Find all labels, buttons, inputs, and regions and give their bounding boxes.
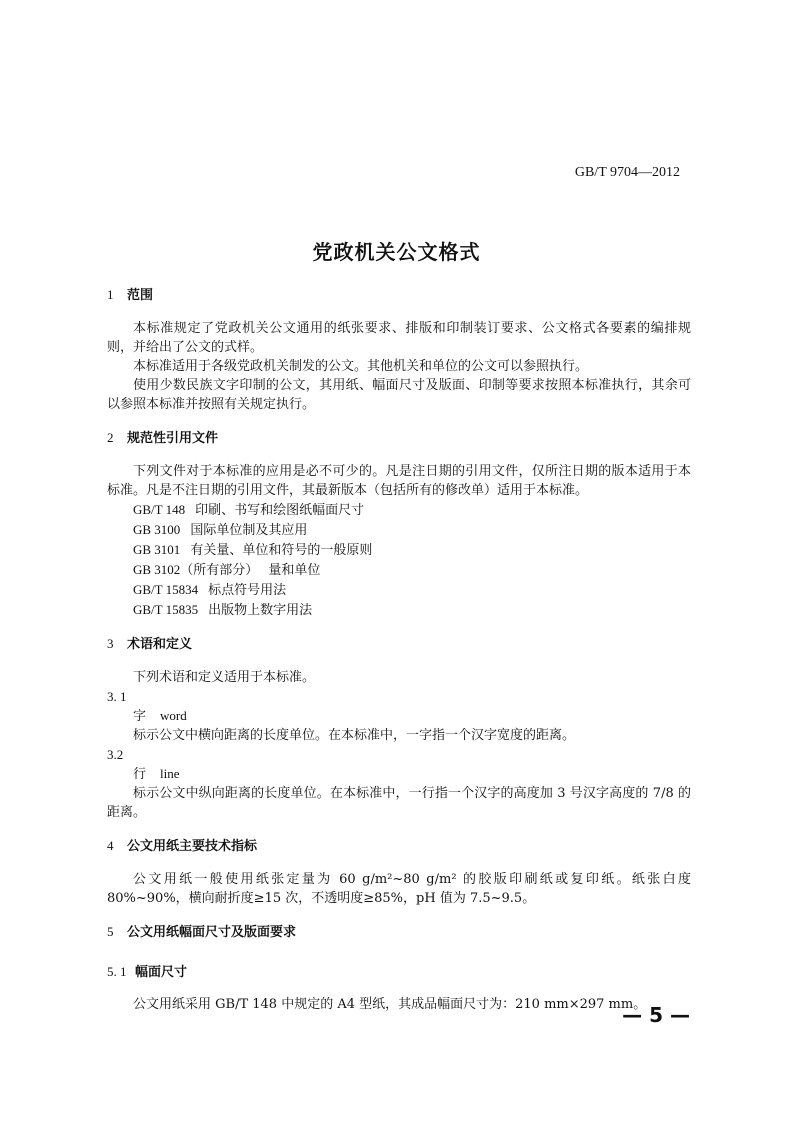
section-number: 5 bbox=[107, 924, 114, 939]
reference-code: GB 3100 bbox=[133, 522, 181, 537]
reference-code: GB 3102（所有部分） bbox=[133, 562, 259, 577]
section-heading bbox=[107, 285, 691, 305]
reference-name: 量和单位 bbox=[268, 563, 321, 578]
paragraph: 本标准适用于各级党政机关制发的公文。其他机关和单位的公文可以参照执行。 bbox=[133, 359, 589, 374]
section-heading bbox=[107, 922, 691, 942]
section-normative-references bbox=[107, 428, 691, 620]
standard-number: GB/T 9704—2012 bbox=[574, 165, 680, 180]
reference-item bbox=[107, 520, 691, 540]
reference-name: 印刷、书写和绘图纸幅面尺寸 bbox=[195, 503, 365, 518]
document-title: 党政机关公文格式 bbox=[312, 240, 481, 264]
reference-item bbox=[107, 540, 691, 560]
section-heading bbox=[107, 634, 691, 654]
reference-list bbox=[107, 500, 691, 620]
section-number: 4 bbox=[107, 838, 114, 853]
section-paper-technical-specs bbox=[107, 836, 691, 908]
term-definition: 标示公文中横向距离的长度单位。在本标准中，一字指一个汉字宽度的距离。 bbox=[133, 728, 576, 743]
paragraph: 下列术语和定义适用于本标准。 bbox=[133, 670, 316, 685]
section-terms-definitions bbox=[107, 634, 691, 822]
reference-item bbox=[107, 600, 691, 620]
term-title bbox=[107, 764, 691, 784]
section-title: 公文用纸主要技术指标 bbox=[127, 839, 258, 854]
section-title: 规范性引用文件 bbox=[127, 431, 219, 446]
reference-item bbox=[107, 560, 691, 580]
reference-code: GB 3101 bbox=[133, 542, 181, 557]
term-zh: 行 bbox=[133, 767, 147, 782]
reference-name: 有关量、单位和符号的一般原则 bbox=[190, 543, 373, 558]
reference-item bbox=[107, 580, 691, 600]
subsection-heading bbox=[107, 962, 691, 982]
paragraph: 公文用纸一般使用纸张定量为 60 g/m²~80 g/m² 的胶版印刷纸或复印纸。纸张白度 80%~90%，横向耐折度≥15 次，不透明度≥85%，pH 值为 7.5~9.5。 bbox=[107, 872, 691, 906]
reference-name: 国际单位制及其应用 bbox=[190, 523, 308, 538]
paragraph: 公文用纸采用 GB/T 148 中规定的 A4 型纸，其成品幅面尺寸为：210 mm×297 mm。 bbox=[133, 997, 647, 1012]
subsection-title: 幅面尺寸 bbox=[135, 965, 188, 980]
reference-code: GB/T 148 bbox=[133, 502, 186, 517]
term-zh: 字 bbox=[133, 709, 147, 724]
paragraph: 本标准规定了党政机关公文通用的纸张要求、排版和印制装订要求、公文格式各要素的编排规则，并给出了公文的式样。 bbox=[107, 321, 691, 355]
section-title: 范围 bbox=[127, 288, 154, 303]
term-definition: 标示公文中纵向距离的长度单位。在本标准中，一行指一个汉字的高度加 3 号汉字高度的 7/8 的距离。 bbox=[107, 786, 691, 820]
section-title: 公文用纸幅面尺寸及版面要求 bbox=[127, 925, 297, 940]
section-paper-size-layout bbox=[107, 922, 691, 1014]
term-number: 3.2 bbox=[107, 747, 124, 762]
section-heading bbox=[107, 428, 691, 448]
reference-code: GB/T 15835 bbox=[133, 602, 199, 617]
document-body bbox=[107, 285, 691, 1028]
reference-item bbox=[107, 500, 691, 520]
reference-name: 标点符号用法 bbox=[208, 583, 287, 598]
section-number: 1 bbox=[107, 287, 114, 302]
term-number: 3. 1 bbox=[107, 689, 127, 704]
paragraph: 使用少数民族文字印制的公文，其用纸、幅面尺寸及版面、印制等要求按照本标准执行，其余可以参照本标准并按照有关规定执行。 bbox=[107, 378, 691, 412]
section-number: 3 bbox=[107, 636, 114, 651]
reference-code: GB/T 15834 bbox=[133, 582, 199, 597]
paragraph: 下列文件对于本标准的应用是必不可少的。凡是注日期的引用文件，仅所注日期的版本适用于本标准。凡是不注日期的引用文件，其最新版本（包括所有的修改单）适用于本标准。 bbox=[107, 464, 691, 498]
reference-name: 出版物上数字用法 bbox=[208, 603, 313, 618]
term-en: line bbox=[160, 766, 180, 781]
term-title bbox=[107, 706, 691, 726]
subsection-number: 5. 1 bbox=[107, 964, 127, 979]
section-number: 2 bbox=[107, 430, 114, 445]
page-number: — 5 — bbox=[622, 1003, 690, 1027]
term-en: word bbox=[160, 708, 187, 723]
section-heading bbox=[107, 836, 691, 856]
section-scope bbox=[107, 285, 691, 414]
section-title: 术语和定义 bbox=[127, 637, 193, 652]
